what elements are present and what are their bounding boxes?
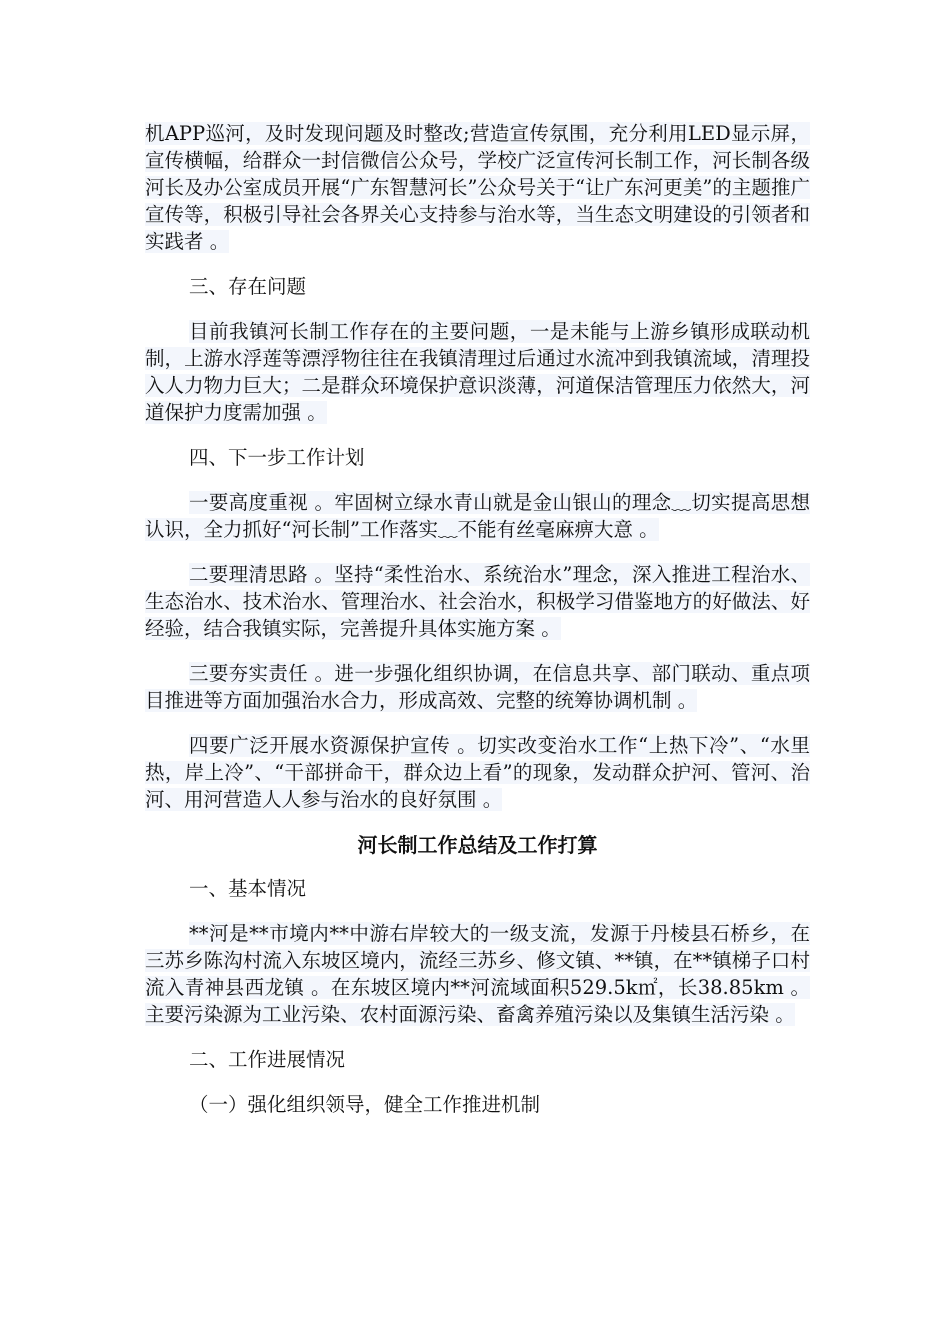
paragraph-basic-text: **河是**市境内**中游右岸较大的一级支流，发源于丹棱县石桥乡，在三苏乡陈沟村流入东坡区境内，流经三苏乡、修文镇、**镇，在**镇梯子口村流入青神县西龙镇 。在东坡区境内**河流域面积529.5k㎡，长38.85km 。主要污染源为工业污染、农村面源污染、畜禽养殖污染以及集镇生活污染 。 (145, 922, 810, 1026)
paragraph-plan-3 (145, 660, 810, 714)
section-heading-basic: 一、基本情况 (189, 877, 307, 900)
section-heading-problems: 三、存在问题 (189, 275, 307, 298)
paragraph-problems-text: 目前我镇河长制工作存在的主要问题，一是未能与上游乡镇形成联动机制，上游水浮莲等漂浮物往往在我镇清理过后通过水流冲到我镇流域，清理投入人力物力巨大；二是群众环境保护意识淡薄，河道保洁管理压力依然大，河道保护力度需加强 。 (145, 320, 810, 424)
paragraph-basic (145, 920, 810, 1028)
paragraph-publicity-text: 机APP巡河，及时发现问题及时整改;营造宣传氛围，充分利用LED显示屏，宣传横幅，给群众一封信微信公众号，学校广泛宣传河长制工作，河长制各级河长及办公室成员开展“广东智慧河长”公众号关于“让广东河更美”的主题推广宣传等，积极引导社会各界关心支持参与治水等，当生态文明建设的引领者和实践者 。 (145, 122, 810, 253)
document-title: 河长制工作总结及工作打算 (357, 833, 598, 857)
subsection-heading-organization-text: （一）强化组织领导，健全工作推进机制 (189, 1093, 541, 1116)
paragraph-plan-2 (145, 561, 810, 642)
paragraph-publicity (145, 120, 810, 255)
paragraph-plan-3-text: 三要夯实责任 。进一步强化组织协调，在信息共享、部门联动、重点项目推进等方面加强治水合力，形成高效、完整的统筹协调机制 。 (145, 662, 810, 712)
subsection-heading-organization (145, 1091, 810, 1118)
section-heading-next-plan: 四、下一步工作计划 (189, 446, 365, 469)
paragraph-problems (145, 318, 810, 426)
paragraph-plan-4-text: 四要广泛开展水资源保护宣传 。切实改变治水工作“上热下冷”、“水里热，岸上冷”、“干部拼命干，群众边上看”的现象，发动群众护河、管河、治河、用河营造人人参与治水的良好氛围 。 (145, 734, 810, 811)
paragraph-plan-1-text: 一要高度重视 。牢固树立绿水青山就是金山银山的理念﹏切实提高思想认识，全力抓好“河长制”工作落实﹏不能有丝毫麻痹大意 。 (145, 491, 810, 541)
paragraph-plan-4 (145, 732, 810, 813)
paragraph-plan-1 (145, 489, 810, 543)
section-heading-progress: 二、工作进展情况 (189, 1048, 346, 1071)
document-page (145, 120, 810, 1118)
paragraph-plan-2-text: 二要理清思路 。坚持“柔性治水、系统治水”理念，深入推进工程治水、生态治水、技术治水、管理治水、社会治水，积极学习借鉴地方的好做法、好经验，结合我镇实际，完善提升具体实施方案 。 (145, 563, 810, 640)
